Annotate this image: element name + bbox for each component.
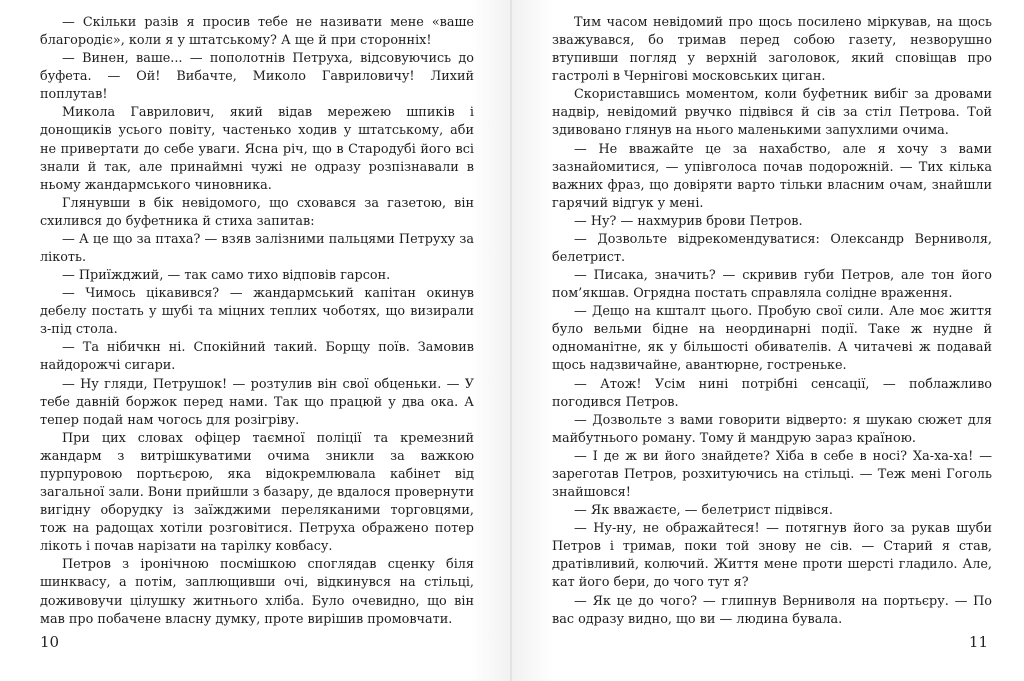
paragraph: Петров з іронічною посмішкою споглядав сценку біля шинквасу, а потім, заплющивши очі, відкинувся на стільці, доживовучи цілушку житнього хліба. Було очевидно, що він мав про побачене власну думку, проте вирішив промовчати. [40, 557, 474, 627]
paragraph: — І де ж ви його знайдете? Хіба в себе в носі? Ха-ха-ха! — зареготав Петров, розхитуючись на стільці. — Теж мені Гоголь знайшовся! [552, 448, 992, 501]
paragraph: При цих словах офіцер таємної поліції та кремезний жандарм з витрішкуватими очима зникли за важкою пурпуровою портьєрою, яка відокремлювала кабінет від загальної зали. Вони прийшли з базару, де вдалося провернути вигідну оборудку із заїжджими переляканими торговцями, тож на радощах хотіли розговітися. Петруха ображено потер лікоть і почав нарізати на тарілку ковбасу. [40, 430, 474, 555]
left-page-text [40, 14, 474, 629]
paragraph: — Ну гляди, Петрушок! — розтулив він свої обценьки. — У тебе давній боржок перед нами. Так що працюй у два ока. А тепер подай нам чогось для розігріву. [40, 376, 474, 428]
right-page [512, 0, 1024, 681]
page-number: 11 [968, 633, 988, 651]
paragraph: — Атож! Усім нині потрібні сенсації, — поблажливо погодився Петров. [552, 376, 992, 410]
paragraph: — Дозвольте відрекомендуватися: Олександр Верниволя, белетрист. [552, 231, 992, 266]
paragraph: — Дозвольте з вами говорити відверто: я шукаю сюжет для майбутнього роману. Тому й мандрую зараз країною. [552, 412, 992, 446]
paragraph: Микола Гаврилович, який відав мережею шпиків і донощиків усього повіту, частенько ходив у штатському, аби не привертати до себе уваги. Ясна річ, що в Стародубі його всі знали й так, але принаймні чужі не одразу розпізнавали в ньому жандармського чиновника. [40, 105, 474, 193]
page-number: 10 [40, 633, 60, 651]
paragraph: — Як це до чого? — глипнув Верниволя на портьєру. — По вас одразу видно, що ви — людина бувала. [552, 593, 992, 627]
paragraph: — А це що за птаха? — взяв залізними пальцями Петруху за лікоть. [40, 231, 474, 266]
paragraph: — Писака, значить? — скривив губи Петров, але тон його пом’якшав. Огрядна постать справляла солідне враження. [552, 268, 992, 302]
paragraph: — Дещо на кшталт цього. Пробую свої сили. Але моє життя було вельми бідне на неординарні події. Таке ж нудне й одноманітне, як у більшості обивателів. А читачеві ж подавай щось надзвичайне, авантюрне, гостреньке. [552, 304, 992, 374]
paragraph: — Ну-ну, не ображайтеся! — потягнув його за рукав шуби Петров і тримав, поки той знову не сів. — Старий я став, дратівливий, колючий. Життя мене проти шерсті гладило. Але, кат його бери, до чого тут я? [552, 521, 992, 591]
paragraph: — Не вважайте це за нахабство, але я хочу з вами зазнайомитися, — упівголоса почав подорожній. — Тих кілька важних фраз, що довіряти варто тільки власним очам, знайшли гарячий відгук у мені. [552, 141, 992, 211]
right-page-text [552, 14, 992, 629]
paragraph: — Винен, ваше... — пополотнів Петруха, відсовуючись до буфета. — Ой! Вибачте, Миколо Гавриловичу! Лихий поплутав! [40, 51, 474, 103]
paragraph: — Як вважаєте, — белетрист підвівся. [574, 503, 833, 519]
paragraph: — Приїжджий, — так само тихо відповів гарсон. [62, 268, 391, 284]
paragraph: Тим часом невідомий про щось посилено міркував, на щось зважувався, бо тримав перед собою газету, незворушно втупивши погляд у верхній заголовок, який сповіщав про гастролі в Чернігові московських циган. [552, 15, 992, 85]
paragraph: — Чимось цікавився? — жандармський капітан окинув дебелу постать у шубі та міцних теплих чоботях, що визирали з-під стола. [40, 286, 474, 338]
paragraph: — Та нібичкн ні. Спокійний такий. Борщу поїв. Замовив найдорожчі сигари. [40, 340, 474, 374]
paragraph: — Скільки разів я просив тебе не називати мене «ваше благородіє», коли я у штатському? А ще й при сторонніх! [40, 15, 474, 49]
paragraph: Глянувши в бік невідомого, що сховався за газетою, він схилився до буфетника й стиха запитав: [40, 195, 474, 229]
paragraph: Скориставшись моментом, коли буфетник вибіг за дровами надвір, невідомий рвучко підвівся й сів за стіл Петрова. Той здивовано глянув на нього маленькими запухлими очима. [552, 87, 992, 139]
paragraph: — Ну? — нахмурив брови Петров. [574, 213, 803, 229]
